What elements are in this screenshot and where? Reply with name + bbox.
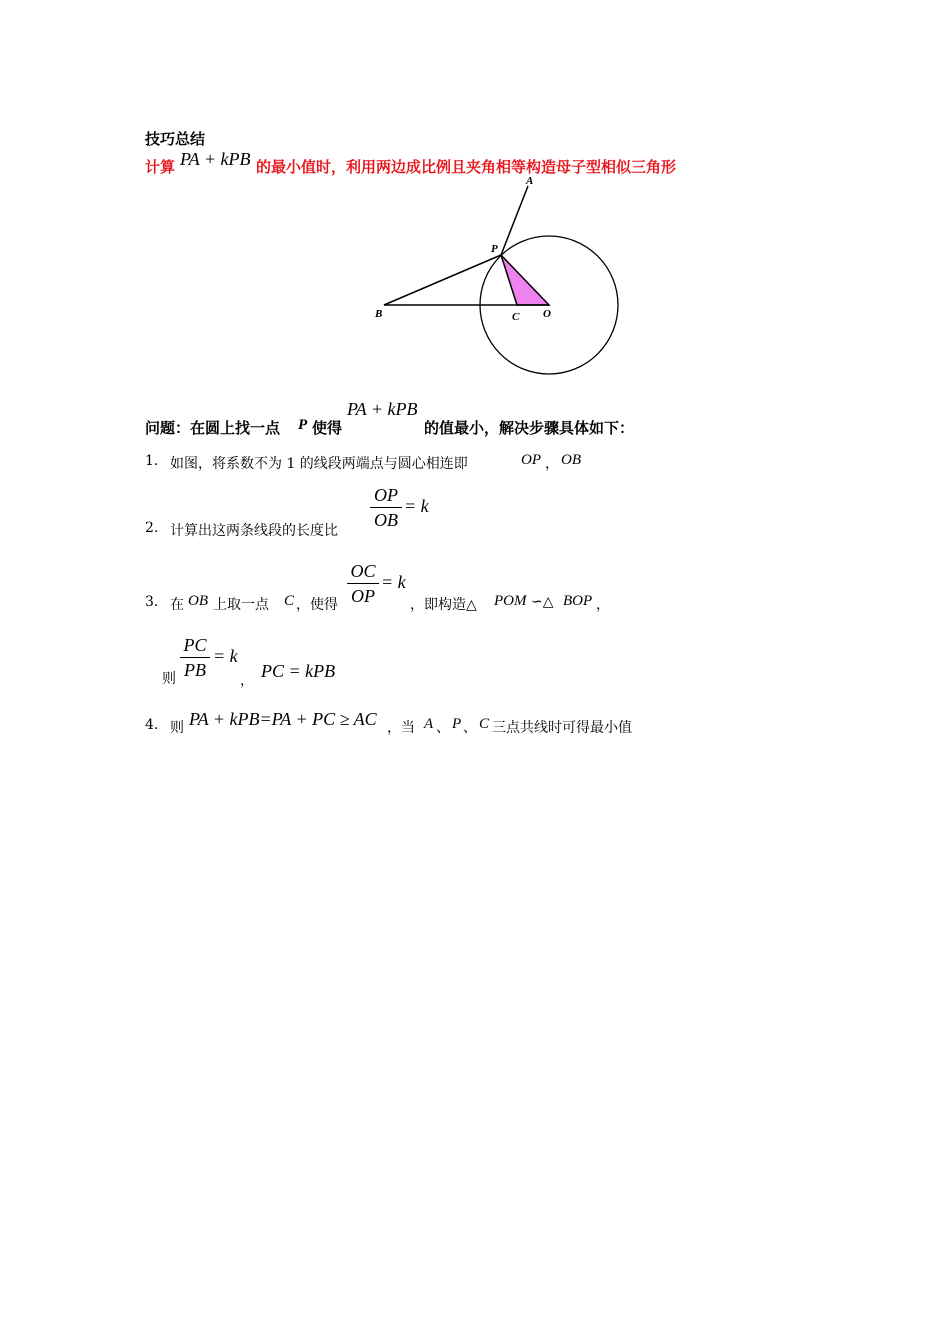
step3-number: 3. bbox=[145, 594, 159, 610]
geometry-diagram bbox=[360, 172, 650, 382]
step3-t4: ，即构造△ bbox=[410, 597, 477, 613]
summary-prefix: 计算 bbox=[145, 158, 176, 176]
step3-similar: ∽△ bbox=[531, 594, 554, 610]
step4-point-a: A bbox=[424, 716, 434, 732]
step4-t3: 三点共线时可得最小值 bbox=[492, 720, 632, 736]
step3b-pc-kpb: PC = kPB bbox=[261, 661, 336, 681]
step4-t1: 则 bbox=[170, 720, 184, 736]
step2-frac-numerator: OP bbox=[374, 485, 398, 505]
step2-fraction bbox=[370, 484, 402, 531]
step3b-frac-bar bbox=[180, 657, 210, 658]
step4-number: 4. bbox=[145, 717, 159, 733]
step3b-frac-denominator: PB bbox=[184, 660, 206, 680]
segment-pb bbox=[384, 255, 501, 305]
step4-d2: 、 bbox=[463, 720, 477, 736]
step4-point-c: C bbox=[479, 716, 490, 732]
step4-formula: PA + kPB=PA + PC ≥ AC bbox=[189, 709, 377, 729]
problem-prefix: 问题：在圆上找一点 bbox=[145, 419, 281, 437]
problem-suffix: 的值最小，解决步骤具体如下： bbox=[424, 419, 635, 437]
step2-eq: = k bbox=[404, 496, 429, 516]
step1-ob: OB bbox=[561, 452, 581, 468]
summary-text: 的最小值时，利用两边成比例且夹角相等构造母子型相似三角形 bbox=[256, 158, 677, 176]
step2-number: 2. bbox=[145, 520, 159, 536]
step3b-sep: ， bbox=[240, 673, 254, 689]
step3-t1: 在 bbox=[170, 597, 184, 613]
label-b: B bbox=[375, 308, 383, 320]
step3-frac-numerator: OC bbox=[350, 561, 376, 581]
step3-eq: = k bbox=[381, 572, 406, 592]
step3b-t1: 则 bbox=[162, 671, 176, 687]
step4-t2: ，当 bbox=[387, 720, 415, 736]
step4-d1: 、 bbox=[436, 720, 450, 736]
triangle-poc-fill bbox=[501, 255, 549, 305]
step2-text: 计算出这两条线段的长度比 bbox=[170, 523, 338, 539]
step1-op: OP bbox=[521, 452, 541, 468]
step3-ob: OB bbox=[188, 593, 208, 609]
step3-c: C bbox=[284, 593, 295, 609]
step3-fraction bbox=[347, 560, 379, 607]
step3-frac-denominator: OP bbox=[351, 586, 375, 606]
step1-text: 如图，将系数不为 1 的线段两端点与圆心相连即 bbox=[170, 456, 468, 472]
step3-pom: POM bbox=[494, 593, 527, 609]
step3-t2: 上取一点 bbox=[213, 597, 269, 613]
step3-t5: ， bbox=[596, 597, 610, 613]
step3b-frac-numerator: PC bbox=[183, 635, 207, 655]
label-p: P bbox=[491, 243, 498, 255]
label-a: A bbox=[526, 175, 534, 187]
step2-frac-denominator: OB bbox=[374, 510, 398, 530]
problem-formula: PA + kPB bbox=[347, 399, 418, 419]
step3-t3: ，使得 bbox=[296, 597, 338, 613]
step1-number: 1. bbox=[145, 453, 159, 469]
problem-mid: 使得 bbox=[312, 419, 343, 437]
section-heading: 技巧总结 bbox=[145, 130, 206, 148]
step4-point-p: P bbox=[452, 716, 462, 732]
problem-point: P bbox=[298, 417, 308, 433]
summary-formula: PA + kPB bbox=[180, 149, 251, 169]
step1-sep: ， bbox=[545, 456, 559, 472]
step3b-eq: = k bbox=[213, 646, 238, 666]
step3b-fraction bbox=[180, 634, 210, 681]
step3-bop: BOP bbox=[563, 593, 593, 609]
label-o: O bbox=[543, 308, 551, 320]
step2-frac-bar bbox=[370, 507, 402, 508]
step3-frac-bar bbox=[347, 583, 379, 584]
label-c: C bbox=[512, 311, 520, 323]
